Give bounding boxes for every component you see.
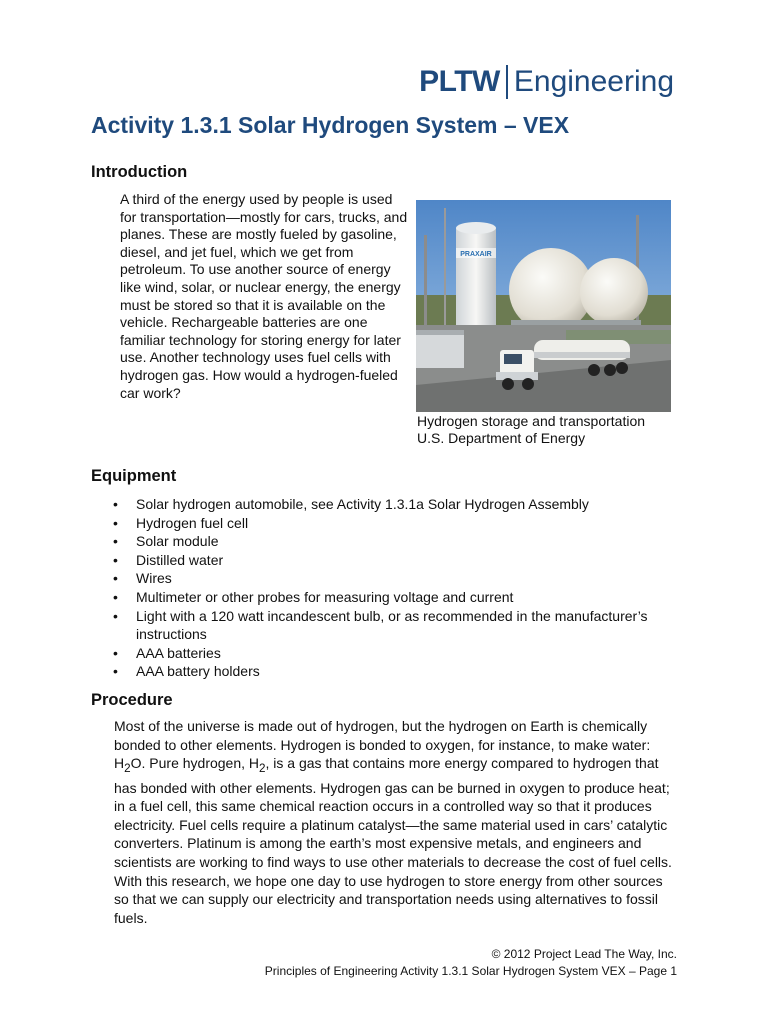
- logo-pltw-text: PLTW: [419, 65, 500, 98]
- equipment-item-text: AAA batteries: [136, 644, 221, 661]
- bullet: •: [113, 663, 118, 680]
- equipment-item-text: Solar hydrogen automobile, see Activity 1.3.1a Solar Hydrogen Assembly: [136, 496, 589, 512]
- footer-page-line: Principles of Engineering Activity 1.3.1 Solar Hydrogen System VEX – Page 1: [264, 963, 677, 978]
- list-item: [113, 662, 693, 681]
- praxair-tank-label: PRAXAIR: [460, 251, 492, 258]
- bullet: •: [113, 607, 118, 624]
- bullet: •: [113, 514, 118, 531]
- bullet: •: [113, 533, 118, 550]
- introduction-heading: Introduction: [91, 163, 188, 181]
- equipment-item-text: Hydrogen fuel cell: [136, 514, 249, 531]
- procedure-text-part3: , is a gas that contains more energy compared to hydrogen that has bonded with other elements. Hydrogen gas can be burned in oxygen to produce heat; in a fuel cell, this same chemical reaction occurs in a controlled way so that it produces electricity. Fuel cells require a platinum catalyst—the same material used in cars’ catalytic converters. Platinum is among the earth’s most expensive metals, and engineers and scientists are working to find ways to use other materials to decrease the cost of fuel cells. With this research, we hope one day to use hydrogen to store energy from other sources so that we can supply our electricity and transportation needs using alternatives to fossil fuels.: [114, 755, 672, 926]
- bullet: •: [113, 551, 118, 568]
- page-title: Activity 1.3.1 Solar Hydrogen System – VEX: [91, 112, 570, 138]
- list-item: [113, 644, 693, 663]
- equipment-item-text: Distilled water: [136, 551, 224, 568]
- list-item: [113, 514, 693, 533]
- list-item: [113, 532, 693, 551]
- procedure-text-part1: Most of the universe is made out of hydrogen, but the hydrogen on Earth is chemically bonded to other elements. Hydrogen is bonded to oxygen, for instance, to make water: H: [114, 718, 651, 772]
- bullet: •: [113, 588, 118, 605]
- bullet: •: [113, 570, 118, 587]
- bullet: •: [113, 496, 118, 512]
- equipment-item-text: AAA battery holders: [136, 663, 260, 680]
- procedure-heading: Procedure: [91, 691, 173, 709]
- bullet: •: [113, 644, 118, 661]
- photo-caption: [417, 413, 645, 448]
- subscript-2: 2: [124, 761, 131, 775]
- equipment-heading: Equipment: [91, 467, 177, 485]
- page-footer: [265, 946, 677, 979]
- equipment-list: [113, 495, 693, 681]
- pltw-engineering-logo: [419, 62, 674, 102]
- equipment-item-text: Light with a 120 watt incandescent bulb, or as recommended in the manufacturer’s instructions: [136, 607, 648, 643]
- list-item: [113, 588, 693, 607]
- list-item: [113, 551, 693, 570]
- hydrogen-storage-photo: [416, 200, 671, 412]
- procedure-text-part2: O. Pure hydrogen, H: [130, 755, 260, 772]
- photo-caption-credit: U.S. Department of Energy: [417, 430, 586, 447]
- list-item: [113, 607, 693, 644]
- equipment-item-text: Wires: [136, 570, 172, 587]
- list-item: [113, 495, 693, 514]
- photo-caption-line1: Hydrogen storage and transportation: [417, 413, 646, 429]
- equipment-item-text: Solar module: [136, 533, 219, 550]
- logo-engineering-text: Engineering: [513, 65, 674, 98]
- footer-copyright: © 2012 Project Lead The Way, Inc.: [491, 947, 677, 961]
- subscript-2: 2: [259, 761, 266, 775]
- procedure-paragraph: [114, 717, 679, 927]
- logo-divider: [506, 65, 508, 99]
- equipment-item-text: Multimeter or other probes for measuring voltage and current: [136, 588, 514, 605]
- introduction-paragraph: A third of the energy used by people is used for transportation—mostly for cars, trucks, and planes. These are mostly fueled by gasoline, diesel, and jet fuel, which we get from petroleum. To use another source of energy like wind, solar, or nuclear energy, the energy must be stored so that it is available on the vehicle. Rechargeable batteries are one familiar technology for storing energy for later use. Another technology uses fuel cells with hydrogen gas. How would a hydrogen-fueled car work?: [120, 191, 408, 401]
- list-item: [113, 569, 693, 588]
